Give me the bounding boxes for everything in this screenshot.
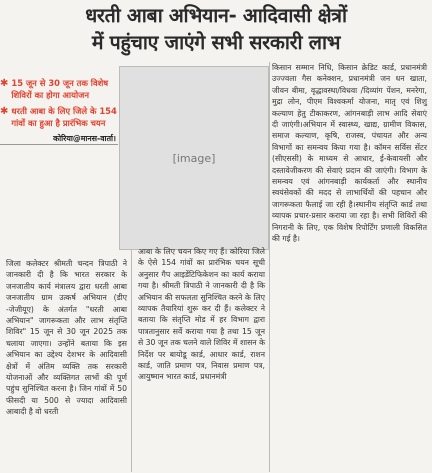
highlight-text: धरती आबा के लिए जिले के 154 गांवों का हुआ है प्रारंभिक चयन <box>11 106 117 128</box>
article-column-2 <box>138 246 265 383</box>
headline-line-2: में पहुंचाए जाएंगे सभी सरकारी लाभ <box>91 31 341 54</box>
byline: कोरिया@मानस-वार्ता। <box>0 134 118 145</box>
article-column-1 <box>6 258 127 418</box>
headline <box>4 2 428 56</box>
column-divider <box>269 62 270 472</box>
article-column-3 <box>272 62 427 245</box>
highlight-item <box>0 78 118 101</box>
headline-line-1: धरती आबा अभियान- आदिवासी क्षेत्रों <box>85 4 347 27</box>
article-paragraph: किसान सम्मान निधि, किसान क्रेडिट कार्ड, प्रधानमंत्री उज्ज्वला गैस कनेक्शन, प्रधानमंत्री जन धन खाता, जीवन बीमा, वृद्धावस्था/विधवा /दिव्यांग पेंशन, मनरेगा, मुद्रा लोन, पीएम विश्वकर्मा योजना, मातृ एवं शिशु कल्याण हेतु टीकाकरण, आंगनबाड़ी लाभ आदि सेवाएं दी जाएंगी।अभियान में स्वास्थ्य, खाद्य, ग्रामीण विकास, समाज कल्याण, कृषि, राजस्व, पंचायत और अन्य विभागों का समन्वय किया गया है। कॉमन सर्विस सेंटर (सीएससी) के माध्यम से आधार, ई-केवायसी और दस्तावेजीकरण की सेवाएं प्रदान की जाएंगी। विभाग के समन्वय एवं आंगनबाड़ी कार्यकर्ता और स्थानीय स्वयंसेवकों की मदद से लाभार्थियों की पहचान और जागरूकता फैलाई जा रही है।स्थानीय संतृप्ति कार्ड तथा व्यापक प्रचार-प्रसार कराया जा रहा है। सभी शिविरों की निगरानी के लिए, एक विशेष रिपोर्टिंग प्रणाली विकसित की गई है। <box>272 63 427 244</box>
collector-photo: [image] <box>119 66 269 250</box>
highlight-item <box>0 106 118 129</box>
article-paragraph: जिला कलेक्टर श्रीमती चन्दन त्रिपाठी ने जानकारी दी है कि भारत सरकार के जनजातीय कार्य मंत्रालय द्वारा धरती आबा जनजातीय ग्राम उत्कर्ष अभियान (डीए -जेजीयूए) के अंतर्गत "धरती आबा अभियान" जागरूकता और लाभ संतृप्ति शिविर" 15 जून से 30 जून 2025 तक चलाया जाएगा। उन्होंने बताया कि इस अभियान का उद्देश्य देशभर के आदिवासी क्षेत्रों में अंतिम व्यक्ति तक सरकारी योजनाओं और व्यक्तिगत लाभों की पूर्ण पहुंच सुनिश्चित करना है। जिन गांवों में 50 फीसदी या 500 से ज्यादा आदिवासी आबादी है वो धरती <box>6 259 127 417</box>
star-icon: ✱ <box>0 106 9 118</box>
highlights-box <box>0 78 118 145</box>
column-divider <box>131 250 132 472</box>
article-paragraph: आबा के लिए चयन किए गए हैं। कोरिया जिले के ऐसे 154 गांवों का प्रारंभिक चयन सूची अनुसार गैप आइडेंटिफिकेशन का कार्य कराया गया है। श्रीमती त्रिपाठी ने जानकारी दी है कि अभियान की सफलता सुनिश्चित करने के लिए व्यापक तैयारियां शुरू कर दी हैं। कलेक्टर ने बताया कि संतृप्ति मोड में हर विभाग द्वारा पात्रतानुसार सर्वे कराया गया है तथा 15 जून से 30 जून तक चलने वाले शिविर में शासन के निर्देश पर बायोडू कार्ड, आधार कार्ड, राशन कार्ड, जाति प्रमाण पत्र, निवास प्रमाण पत्र, आयुष्मान भारत कार्ड, प्रधानमंत्री <box>138 247 265 382</box>
highlight-text: 15 जून से 30 जून तक विशेष शिविरों का होगा आयोजन <box>11 78 109 100</box>
star-icon: ✱ <box>0 78 9 89</box>
